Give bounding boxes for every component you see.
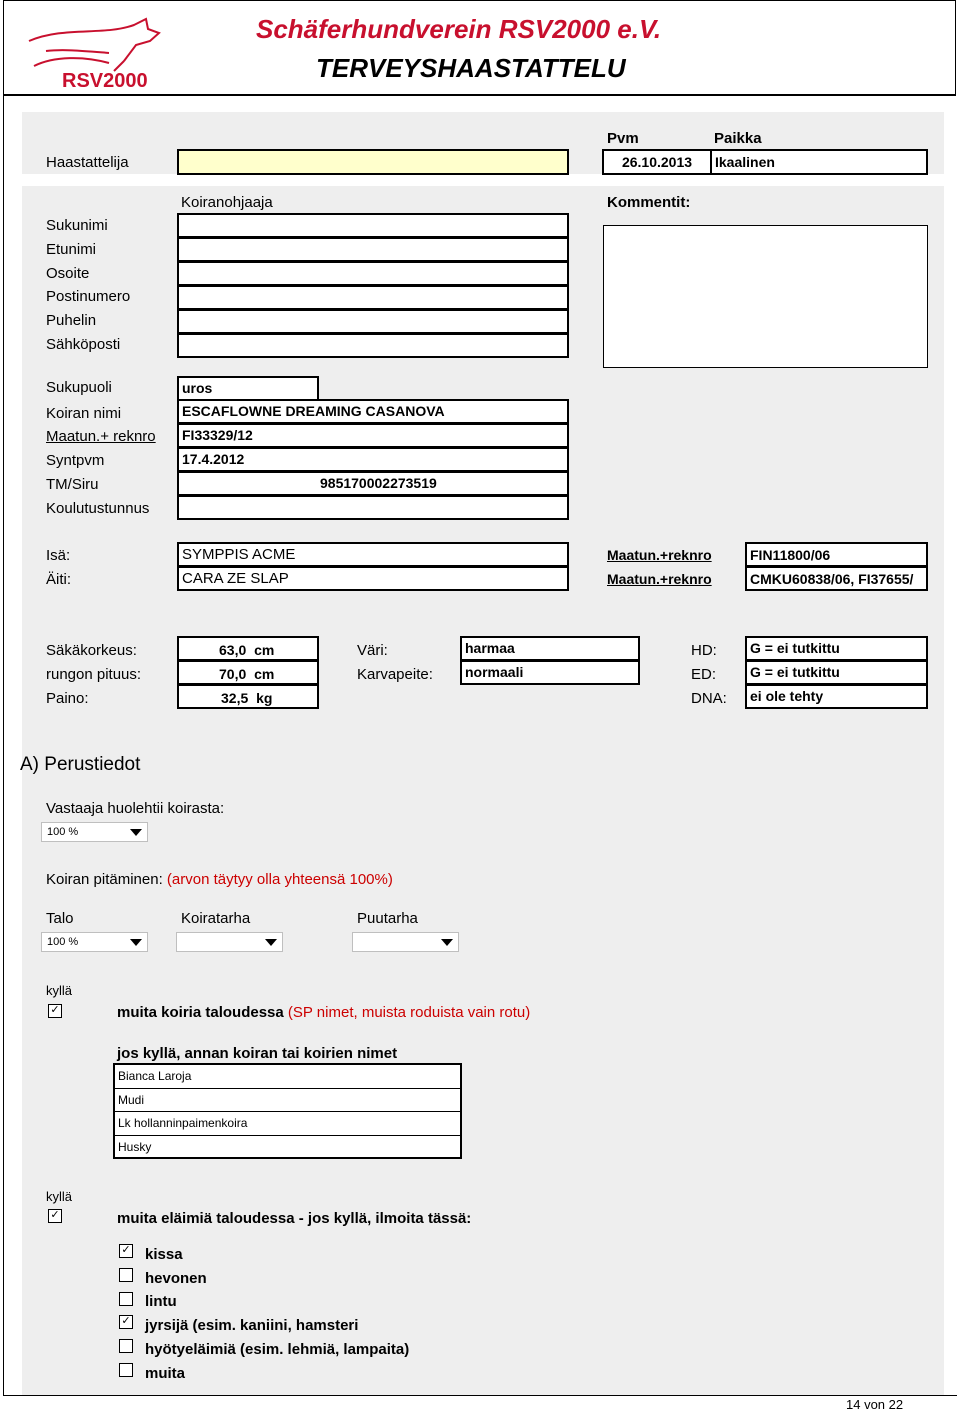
dna-field[interactable]: ei ole tehty xyxy=(745,684,928,709)
coat-label: Karvapeite: xyxy=(357,666,433,683)
dog-name-row: Lk hollanninpaimenkoira xyxy=(115,1112,460,1136)
sire-reg-label[interactable]: Maatun.+reknro xyxy=(607,547,712,563)
check-icon: ✓ xyxy=(50,1004,60,1016)
panel-white-strip xyxy=(22,174,944,186)
chip-label: TM/Siru xyxy=(46,476,99,493)
sire-label: Isä: xyxy=(46,547,71,564)
dam-reg-field[interactable]: CMKU60838/06, FI37655/ xyxy=(745,566,928,591)
animal-checkbox-muita[interactable] xyxy=(119,1363,133,1377)
interviewer-field[interactable] xyxy=(177,149,569,175)
date-field[interactable]: 26.10.2013 xyxy=(602,149,712,175)
length-value: 70,0 xyxy=(219,666,247,682)
care-dropdown[interactable] xyxy=(41,822,148,842)
animal-label: jyrsijä (esim. kaniini, hamsteri xyxy=(145,1317,359,1334)
place-field[interactable]: Ikaalinen xyxy=(710,149,928,175)
check-icon: ✓ xyxy=(121,1244,131,1256)
animal-checkbox-jyrsija[interactable] xyxy=(119,1315,133,1329)
animal-label: kissa xyxy=(145,1246,183,1263)
koiratarha-label: Koiratarha xyxy=(181,910,251,927)
postcode-label: Postinumero xyxy=(46,288,131,305)
animal-checkbox-lintu[interactable] xyxy=(119,1292,133,1306)
training-field[interactable] xyxy=(177,495,569,520)
sex-label: Sukupuoli xyxy=(46,379,112,396)
length-field[interactable] xyxy=(177,660,319,685)
hd-label: HD: xyxy=(691,642,717,659)
color-field[interactable]: harmaa xyxy=(460,636,640,661)
ed-field[interactable]: G = ei tutkittu xyxy=(745,660,928,685)
height-unit: cm xyxy=(254,642,275,658)
koiratarha-dropdown[interactable] xyxy=(176,932,283,952)
other-dogs-note: (SP nimet, muista roduista vain rotu) xyxy=(287,1004,531,1021)
postcode-field[interactable] xyxy=(177,285,569,310)
height-label: Säkäkorkeus: xyxy=(46,642,137,659)
care-label: Vastaaja huolehtii koirasta: xyxy=(46,800,225,817)
height-field[interactable] xyxy=(177,636,319,661)
dob-label: Syntpvm xyxy=(46,452,105,469)
firstname-label: Etunimi xyxy=(46,241,97,258)
other-animals-checkbox[interactable] xyxy=(48,1209,62,1223)
animal-label: muita xyxy=(145,1365,186,1382)
animal-label: hevonen xyxy=(145,1270,207,1287)
hd-field[interactable]: G = ei tutkittu xyxy=(745,636,928,661)
rsv2000-logo xyxy=(24,11,169,91)
dog-names-list[interactable] xyxy=(113,1063,462,1159)
animal-checkbox-kissa[interactable] xyxy=(119,1244,133,1258)
section-a-title: A) Perustiedot xyxy=(20,754,141,775)
handler-heading: Koiranohjaaja xyxy=(181,194,273,211)
dog-reg-field[interactable]: FI33329/12 xyxy=(177,423,569,448)
chevron-down-icon xyxy=(127,823,147,841)
other-dogs-checkbox[interactable] xyxy=(48,1004,62,1018)
phone-label: Puhelin xyxy=(46,312,97,329)
training-label: Koulutustunnus xyxy=(46,500,150,517)
page-number: 14 von 22 xyxy=(846,1397,904,1412)
other-dogs-row xyxy=(117,1004,530,1021)
dog-name-row: Husky xyxy=(118,1139,152,1154)
address-field[interactable] xyxy=(177,261,569,286)
dam-reg-label[interactable]: Maatun.+reknro xyxy=(607,571,712,587)
keeping-note: (arvon täytyy olla yhteensä 100%) xyxy=(166,871,393,888)
comments-heading: Kommentit: xyxy=(607,194,691,211)
ed-label: ED: xyxy=(691,666,717,683)
firstname-field[interactable] xyxy=(177,237,569,262)
chevron-down-icon xyxy=(262,933,282,951)
page-frame-line xyxy=(3,96,4,1396)
color-label: Väri: xyxy=(357,642,388,659)
sex-field[interactable]: uros xyxy=(177,376,319,401)
dogname-label: Koiran nimi xyxy=(46,405,122,422)
dog-reg-label[interactable]: Maatun.+ reknro xyxy=(46,428,156,445)
logo-dog-outline xyxy=(29,19,159,71)
logo-text: RSV2000 xyxy=(62,70,148,91)
club-title: Schäferhundverein RSV2000 e.V. xyxy=(256,14,662,44)
form-title: TERVEYSHAASTATTELU xyxy=(316,53,626,83)
paikka-label: Paikka xyxy=(714,130,762,147)
keeping-row xyxy=(46,871,393,888)
height-value: 63,0 xyxy=(219,642,247,658)
other-dogs-label: muita koiria taloudessa xyxy=(117,1004,284,1021)
surname-field[interactable] xyxy=(177,213,569,238)
chevron-down-icon xyxy=(438,933,458,951)
header xyxy=(3,0,956,96)
animal-checkbox-hyotyelaimet[interactable] xyxy=(119,1339,133,1353)
length-unit: cm xyxy=(254,666,275,682)
yes-label-1: kyllä xyxy=(46,983,73,998)
chip-field[interactable] xyxy=(177,471,569,496)
talo-dropdown[interactable] xyxy=(41,932,148,952)
interviewer-label: Haastattelija xyxy=(46,154,129,171)
animal-checkbox-hevonen[interactable] xyxy=(119,1268,133,1282)
length-label: rungon pituus: xyxy=(46,666,142,683)
chip-value: 985170002273519 xyxy=(320,475,437,491)
comments-box[interactable] xyxy=(603,225,928,368)
animal-label: hyötyeläimiä (esim. lehmiä, lampaita) xyxy=(145,1341,410,1358)
animal-label: lintu xyxy=(145,1293,177,1310)
logo-swoosh xyxy=(34,58,109,66)
other-animals-label: muita eläimiä taloudessa - jos kyllä, ilmoita tässä: xyxy=(117,1210,472,1227)
phone-field[interactable] xyxy=(177,309,569,334)
address-label: Osoite xyxy=(46,265,90,282)
talo-label: Talo xyxy=(46,910,74,927)
dogname-field[interactable]: ESCAFLOWNE DREAMING CASANOVA xyxy=(177,399,569,424)
weight-value: 32,5 xyxy=(221,690,249,706)
names-heading: jos kyllä, annan koiran tai koirien nimet xyxy=(117,1045,398,1062)
dam-field[interactable]: CARA ZE SLAP xyxy=(177,566,569,591)
chevron-down-icon xyxy=(127,933,147,951)
dob-field[interactable]: 17.4.2012 xyxy=(177,447,569,472)
dog-name-row: Bianca Laroja xyxy=(115,1065,460,1089)
sire-reg-field[interactable]: FIN11800/06 xyxy=(745,542,928,567)
weight-unit: kg xyxy=(256,690,273,706)
care-value: 100 % xyxy=(47,826,79,838)
dog-name-row: Mudi xyxy=(115,1089,460,1113)
yes-label-2: kyllä xyxy=(46,1189,73,1204)
email-label: Sähköposti xyxy=(46,336,121,353)
dam-label: Äiti: xyxy=(46,571,72,588)
puutarha-label: Puutarha xyxy=(357,910,418,927)
check-icon: ✓ xyxy=(50,1209,60,1221)
surname-label: Sukunimi xyxy=(46,217,108,234)
talo-value: 100 % xyxy=(47,936,79,948)
puutarha-dropdown[interactable] xyxy=(352,932,459,952)
dna-label: DNA: xyxy=(691,690,727,707)
keeping-label: Koiran pitäminen: xyxy=(46,871,163,888)
weight-field[interactable] xyxy=(177,684,319,709)
sire-field[interactable]: SYMPPIS ACME xyxy=(177,542,569,567)
pvm-label: Pvm xyxy=(607,130,639,147)
check-icon: ✓ xyxy=(121,1315,131,1327)
email-field[interactable] xyxy=(177,333,569,358)
weight-label: Paino: xyxy=(46,690,89,707)
page-frame-bottom xyxy=(3,1395,957,1396)
coat-field[interactable]: normaali xyxy=(460,660,640,685)
